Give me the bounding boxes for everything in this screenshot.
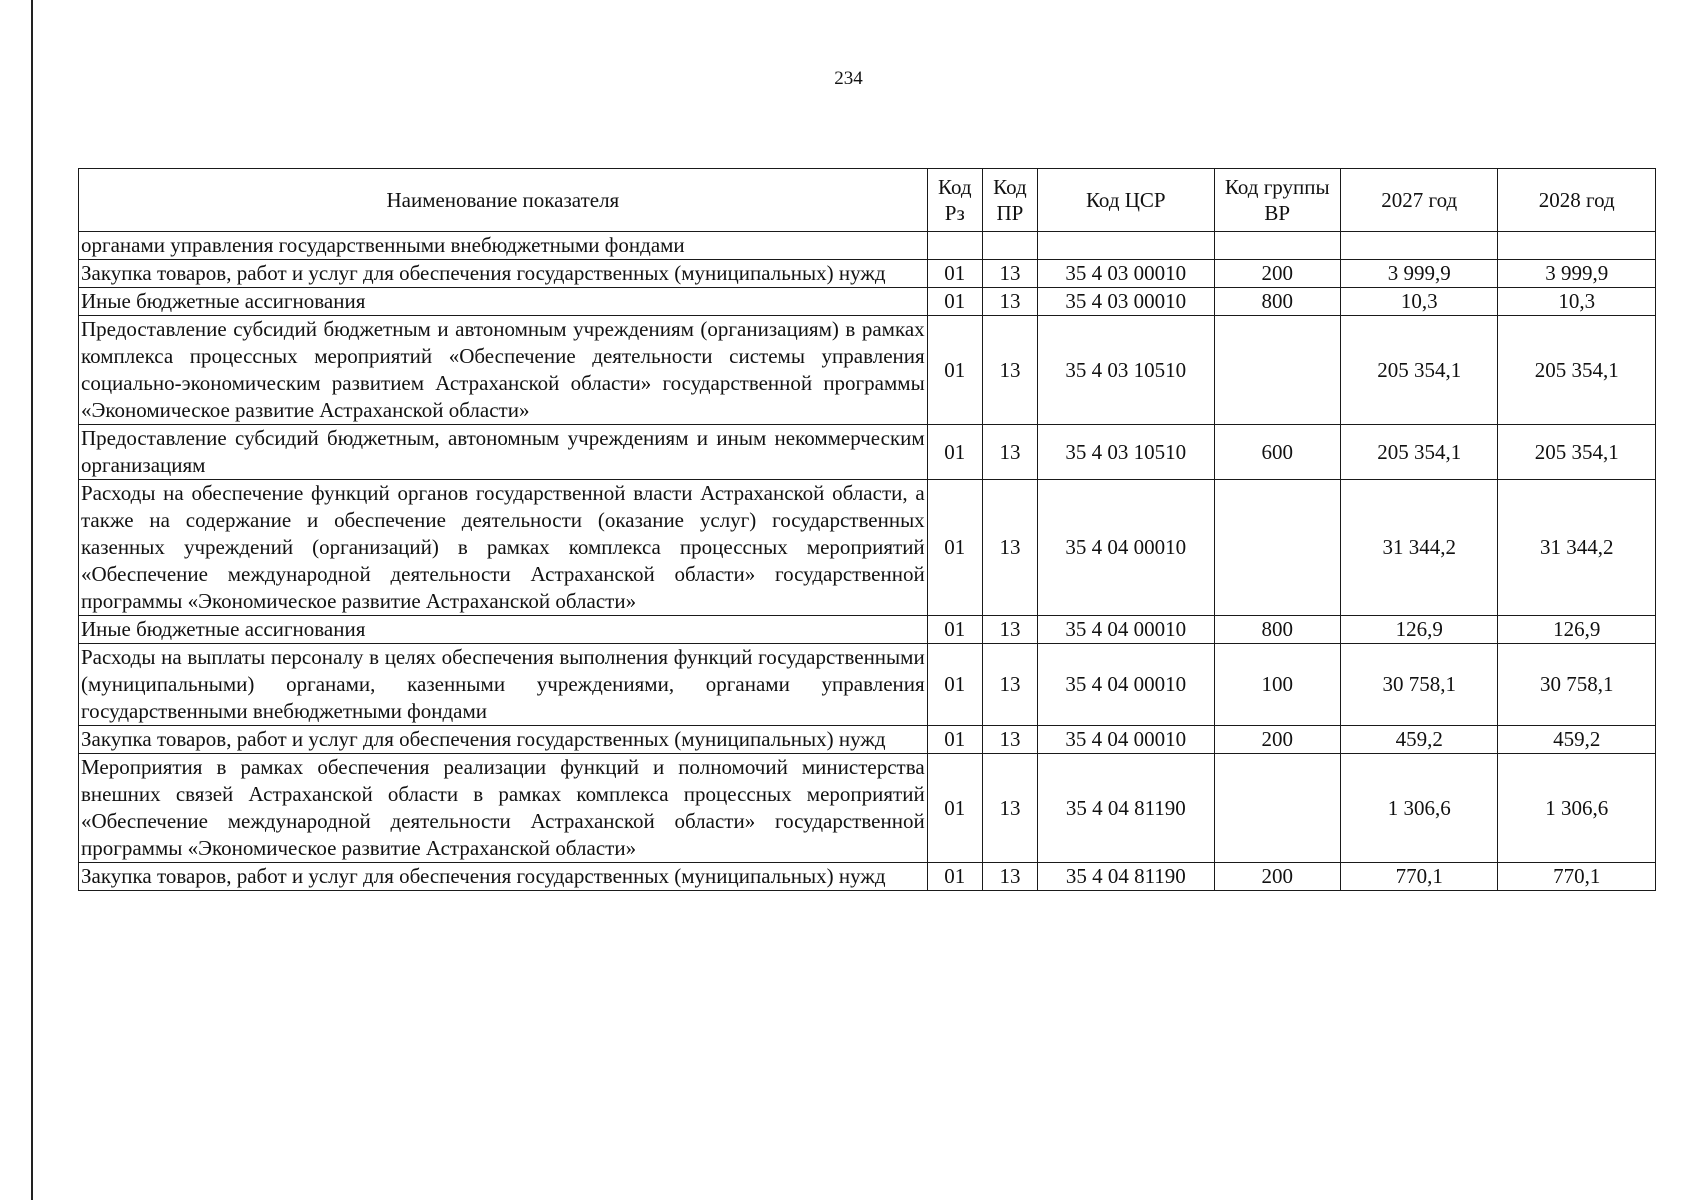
cell-vr (1214, 754, 1340, 863)
cell-rz: 01 (927, 726, 982, 754)
cell-pr: 13 (982, 425, 1037, 480)
cell-csr: 35 4 04 00010 (1038, 616, 1215, 644)
cell-rz: 01 (927, 260, 982, 288)
cell-pr: 13 (982, 316, 1037, 425)
cell-vr: 600 (1214, 425, 1340, 480)
table-row (79, 260, 1656, 288)
header-2027: 2027 год (1340, 169, 1497, 232)
cell-vr (1214, 316, 1340, 425)
cell-csr: 35 4 03 10510 (1038, 316, 1215, 425)
cell-2028: 770,1 (1498, 863, 1656, 891)
cell-2027: 205 354,1 (1340, 425, 1497, 480)
cell-rz (927, 232, 982, 260)
table-row (79, 863, 1656, 891)
table-row (79, 316, 1656, 425)
header-2028: 2028 год (1498, 169, 1656, 232)
cell-2028: 31 344,2 (1498, 480, 1656, 616)
header-vr: Код группы ВР (1214, 169, 1340, 232)
cell-rz: 01 (927, 316, 982, 425)
cell-csr: 35 4 04 81190 (1038, 863, 1215, 891)
cell-pr: 13 (982, 726, 1037, 754)
cell-csr: 35 4 03 10510 (1038, 425, 1215, 480)
cell-name: Расходы на выплаты персоналу в целях обеспечения выполнения функций государственными (муниципальными) органами, казенными учреждениями, органами управления государственными внебюджетными фондами (79, 644, 928, 726)
cell-name: Иные бюджетные ассигнования (79, 288, 928, 316)
cell-2028: 205 354,1 (1498, 316, 1656, 425)
cell-rz: 01 (927, 288, 982, 316)
cell-2027: 770,1 (1340, 863, 1497, 891)
cell-vr (1214, 480, 1340, 616)
cell-name: Расходы на обеспечение функций органов государственной власти Астраханской области, а также на содержание и обеспечение деятельности (оказание услуг) государственных казенных учреждений (организаций) в рамках комплекса процессных мероприятий «Обеспечение международной деятельности Астраханской области» государственной программы «Экономическое развитие Астраханской области» (79, 480, 928, 616)
table-header-row (79, 169, 1656, 232)
table-row (79, 232, 1656, 260)
binding-margin-line (31, 0, 33, 1200)
table-row (79, 644, 1656, 726)
cell-2027: 31 344,2 (1340, 480, 1497, 616)
cell-csr: 35 4 03 00010 (1038, 260, 1215, 288)
cell-csr (1038, 232, 1215, 260)
cell-2028 (1498, 232, 1656, 260)
page-number: 234 (834, 68, 863, 89)
budget-table (78, 168, 1656, 891)
cell-2027: 1 306,6 (1340, 754, 1497, 863)
table-body (79, 232, 1656, 891)
cell-name: Закупка товаров, работ и услуг для обеспечения государственных (муниципальных) нужд (79, 863, 928, 891)
cell-name: органами управления государственными внебюджетными фондами (79, 232, 928, 260)
cell-csr: 35 4 04 81190 (1038, 754, 1215, 863)
cell-vr: 800 (1214, 288, 1340, 316)
cell-2028: 10,3 (1498, 288, 1656, 316)
cell-vr: 200 (1214, 260, 1340, 288)
cell-rz: 01 (927, 644, 982, 726)
cell-2028: 30 758,1 (1498, 644, 1656, 726)
cell-name: Иные бюджетные ассигнования (79, 616, 928, 644)
cell-name: Мероприятия в рамках обеспечения реализации функций и полномочий министерства внешних связей Астраханской области в рамках комплекса процессных мероприятий «Обеспечение международной деятельности Астраханской области» государственной программы «Экономическое развитие Астраханской области» (79, 754, 928, 863)
cell-rz: 01 (927, 425, 982, 480)
cell-pr: 13 (982, 288, 1037, 316)
cell-pr: 13 (982, 754, 1037, 863)
cell-2027: 126,9 (1340, 616, 1497, 644)
table-row (79, 726, 1656, 754)
table-row (79, 425, 1656, 480)
cell-vr: 800 (1214, 616, 1340, 644)
cell-2027: 205 354,1 (1340, 316, 1497, 425)
cell-rz: 01 (927, 863, 982, 891)
header-name: Наименование показателя (79, 169, 928, 232)
cell-2027: 3 999,9 (1340, 260, 1497, 288)
cell-2028: 459,2 (1498, 726, 1656, 754)
cell-vr: 200 (1214, 726, 1340, 754)
cell-pr: 13 (982, 480, 1037, 616)
cell-2027: 30 758,1 (1340, 644, 1497, 726)
cell-rz: 01 (927, 480, 982, 616)
header-csr: Код ЦСР (1038, 169, 1215, 232)
cell-2028: 3 999,9 (1498, 260, 1656, 288)
cell-name: Закупка товаров, работ и услуг для обеспечения государственных (муниципальных) нужд (79, 726, 928, 754)
cell-name: Закупка товаров, работ и услуг для обеспечения государственных (муниципальных) нужд (79, 260, 928, 288)
cell-csr: 35 4 04 00010 (1038, 726, 1215, 754)
header-pr: Код ПР (982, 169, 1037, 232)
cell-pr: 13 (982, 616, 1037, 644)
cell-vr: 200 (1214, 863, 1340, 891)
cell-2028: 1 306,6 (1498, 754, 1656, 863)
table-row (79, 616, 1656, 644)
cell-pr: 13 (982, 863, 1037, 891)
header-rz: Код Рз (927, 169, 982, 232)
cell-pr: 13 (982, 260, 1037, 288)
cell-vr (1214, 232, 1340, 260)
cell-rz: 01 (927, 616, 982, 644)
table-row (79, 754, 1656, 863)
cell-2027: 10,3 (1340, 288, 1497, 316)
cell-csr: 35 4 03 00010 (1038, 288, 1215, 316)
cell-csr: 35 4 04 00010 (1038, 644, 1215, 726)
cell-vr: 100 (1214, 644, 1340, 726)
cell-name: Предоставление субсидий бюджетным и автономным учреждениям (организациям) в рамках комплекса процессных мероприятий «Обеспечение деятельности системы управления социально-экономическим развитием Астраханской области» государственной программы «Экономическое развитие Астраханской области» (79, 316, 928, 425)
cell-2027 (1340, 232, 1497, 260)
cell-name: Предоставление субсидий бюджетным, автономным учреждениям и иным некоммерческим организациям (79, 425, 928, 480)
cell-csr: 35 4 04 00010 (1038, 480, 1215, 616)
table-row (79, 480, 1656, 616)
cell-rz: 01 (927, 754, 982, 863)
cell-2027: 459,2 (1340, 726, 1497, 754)
cell-pr (982, 232, 1037, 260)
table-row (79, 288, 1656, 316)
cell-pr: 13 (982, 644, 1037, 726)
cell-2028: 205 354,1 (1498, 425, 1656, 480)
cell-2028: 126,9 (1498, 616, 1656, 644)
